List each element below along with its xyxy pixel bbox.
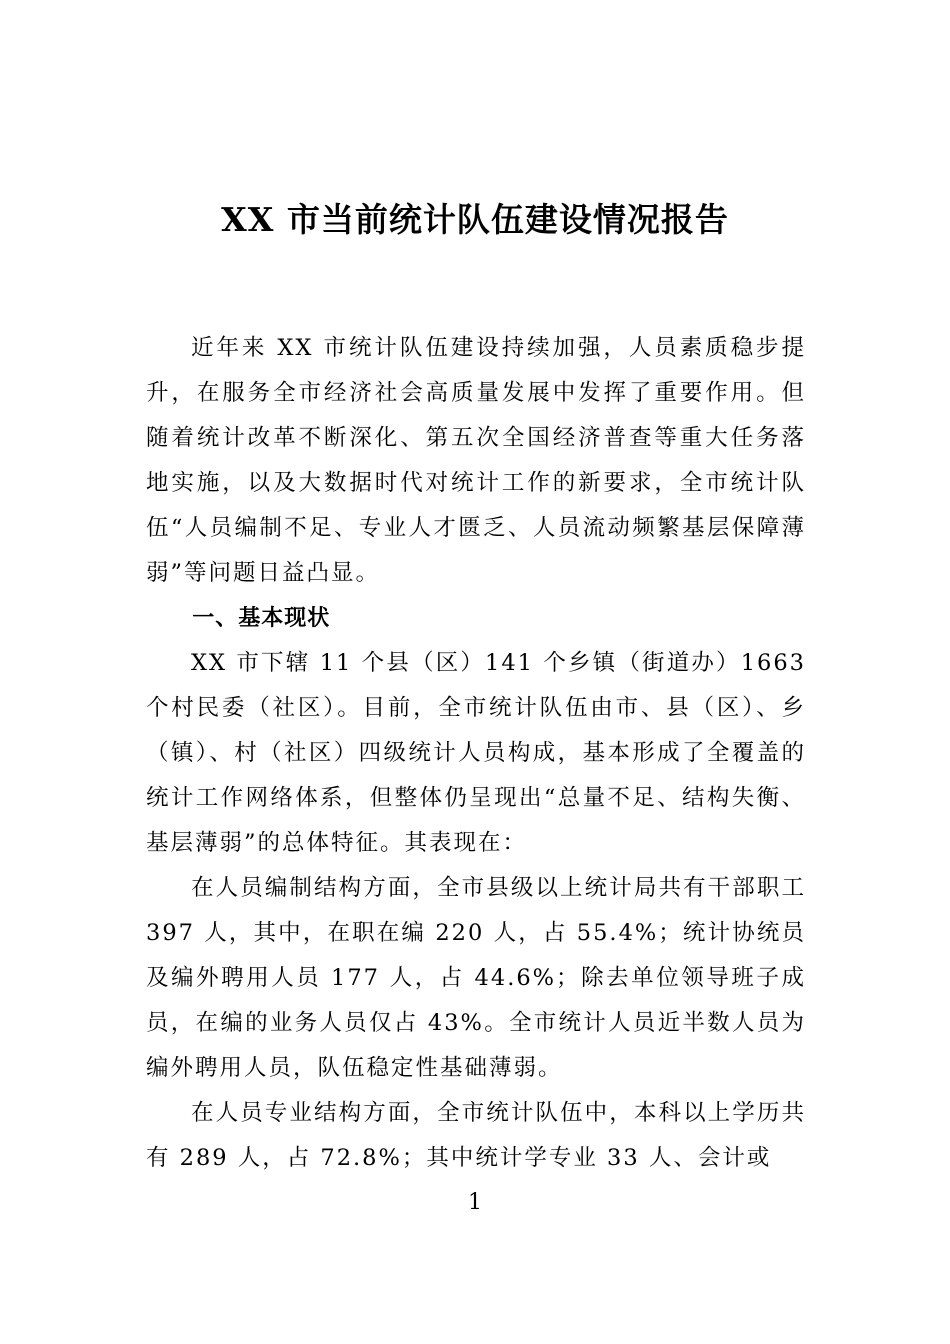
- section-heading-basic-status: 一、基本现状: [192, 606, 331, 631]
- paragraph-administrative-overview: XX 市下辖 11 个县（区）141 个乡镇（街道办）1663 个村民委（社区）。目前，全市统计队伍由市、县（区）、乡（镇）、村（社区）四级统计人员构成，基本形成了全覆盖的统计工作网络体系，但整体仍呈现出“总量不足、结构失衡、基层薄弱”的总体特征。其表现在：: [146, 650, 806, 856]
- paragraph-staffing-structure: 在人员编制结构方面，全市县级以上统计局共有干部职工 397 人，其中，在职在编 220 人，占 55.4%；统计协统员及编外聘用人员 177 人，占 44.6%；除去单位领导班子成员，在编的业务人员仅占 43%。全市统计人员近半数人员为编外聘用人员，队伍稳定性基础薄弱。: [146, 875, 806, 1081]
- document-body: [146, 326, 806, 1181]
- document-title: XX 市当前统计队伍建设情况报告: [221, 200, 729, 239]
- paragraph-professional-structure: 在人员专业结构方面，全市统计队伍中，本科以上学历共有 289 人，占 72.8%；其中统计学专业 33 人、会计或: [146, 1100, 806, 1171]
- page-number: 1: [468, 1190, 482, 1215]
- intro-paragraph: 近年来 XX 市统计队伍建设持续加强，人员素质稳步提升，在服务全市经济社会高质量发展中发挥了重要作用。但随着统计改革不断深化、第五次全国经济普查等重大任务落地实施，以及大数据时代对统计工作的新要求，全市统计队伍“人员编制不足、专业人才匮乏、人员流动频繁基层保障薄弱”等问题日益凸显。: [146, 335, 806, 586]
